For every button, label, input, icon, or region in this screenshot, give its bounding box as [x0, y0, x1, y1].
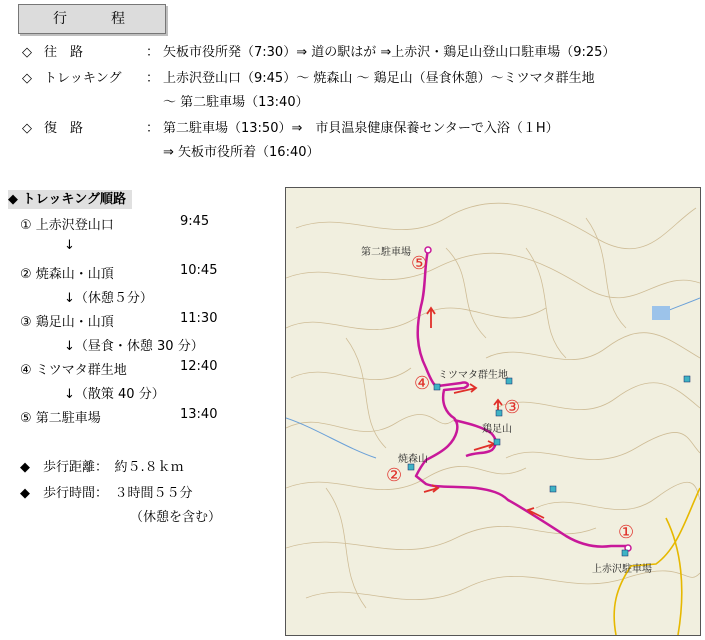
- row-colon: ：: [146, 121, 160, 136]
- map-label-mitsumata: ミツマタ群生地: [438, 370, 508, 381]
- row-label: 復 路: [44, 121, 84, 136]
- schedule-row-outbound: [0, 42, 705, 64]
- route-arrow: [0, 383, 280, 403]
- parking-marker: [622, 550, 628, 556]
- row-colon: ：: [146, 45, 160, 60]
- title-char-2: 程: [111, 11, 125, 27]
- map-num-1: ①: [618, 522, 635, 543]
- step-label: ④ ミツマタ群生地: [20, 363, 127, 378]
- row-label: トレッキング: [44, 71, 122, 86]
- pond: [652, 306, 670, 320]
- walking-distance: ◆ 歩行距離： 約５.８ｋｍ: [20, 460, 184, 475]
- step-time: 12:40: [180, 359, 218, 374]
- map-num-2: ②: [386, 465, 403, 486]
- map-markers: [408, 247, 690, 556]
- itinerary-title: [18, 4, 166, 34]
- map-num-4: ④: [414, 373, 431, 394]
- row-marker: ◇: [22, 121, 32, 136]
- map-label-kamiakasawa: 上赤沢駐車場: [592, 564, 652, 575]
- landmark-marker: [550, 486, 556, 492]
- route-map: [285, 187, 701, 636]
- step-label: ③ 鶏足山・山頂: [20, 315, 114, 330]
- walking-time-note: （休憩を含む）: [130, 510, 222, 525]
- route-heading: ◆ トレッキング順路: [8, 190, 132, 209]
- row-colon: ：: [146, 71, 160, 86]
- schedule-row-return-cont: ⇒ 矢板市役所着（16:40）: [163, 145, 320, 160]
- step-label: ⑤ 第二駐車場: [20, 411, 101, 426]
- row-marker: ◇: [22, 45, 32, 60]
- map-label-yakimori: 焼森山: [398, 454, 428, 465]
- contour-lines: [286, 203, 700, 608]
- mitsumata-marker: [434, 384, 440, 390]
- route-step: [0, 407, 280, 427]
- walking-time: ◆ 歩行時間： ３時間５５分: [20, 486, 193, 501]
- step-time: 9:45: [180, 214, 210, 229]
- map-label-lot2: 第二駐車場: [361, 247, 411, 258]
- row-value: 矢板市役所発（7:30）⇒ 道の駅はが ⇒上赤沢・鶏足山登山口駐車場（9:25）: [163, 45, 616, 60]
- row-value: 第二駐車場（13:50）⇒ 市貝温泉健康保養センターで入浴（１H）: [163, 121, 559, 136]
- route-step: [0, 311, 280, 331]
- title-char-1: 行: [53, 11, 67, 27]
- map-label-keisoku: 鶏足山: [482, 424, 512, 435]
- schedule-row-return: [0, 118, 705, 140]
- row-label: 往 路: [44, 45, 84, 60]
- step-label: ① 上赤沢登山口: [20, 218, 114, 233]
- step-time: 11:30: [180, 311, 218, 326]
- keisoku-summit-marker: [494, 439, 500, 445]
- arrow-text: ↓（散策 40 分）: [64, 387, 165, 402]
- step-time: 13:40: [180, 407, 218, 422]
- map-num-5: ⑤: [411, 253, 428, 274]
- step-time: 10:45: [180, 263, 218, 278]
- landmark-marker-east: [684, 376, 690, 382]
- map-num-3: ③: [504, 397, 521, 418]
- row-marker: ◇: [22, 71, 32, 86]
- route-arrow: [0, 287, 280, 307]
- step-label: ② 焼森山・山頂: [20, 267, 114, 282]
- route-step: [0, 214, 280, 234]
- hiking-route: [416, 250, 626, 547]
- arrow-text: ↓（休憩５分）: [64, 291, 153, 306]
- route-step: [0, 359, 280, 379]
- schedule-row-trekking: [0, 68, 705, 90]
- route-arrow: [0, 335, 280, 355]
- keisoku-marker: [496, 410, 502, 416]
- schedule-row-trekking-cont: ～ 第二駐車場（13:40）: [163, 95, 309, 110]
- arrow-text: ↓（昼食・休憩 30 分）: [64, 339, 204, 354]
- arrow-text: ↓: [64, 238, 75, 253]
- route-arrow: [0, 238, 280, 258]
- row-value: 上赤沢登山口（9:45）～ 焼森山 ～ 鶏足山（昼食休憩）～ミツマタ群生地: [163, 71, 595, 86]
- route-step: [0, 263, 280, 283]
